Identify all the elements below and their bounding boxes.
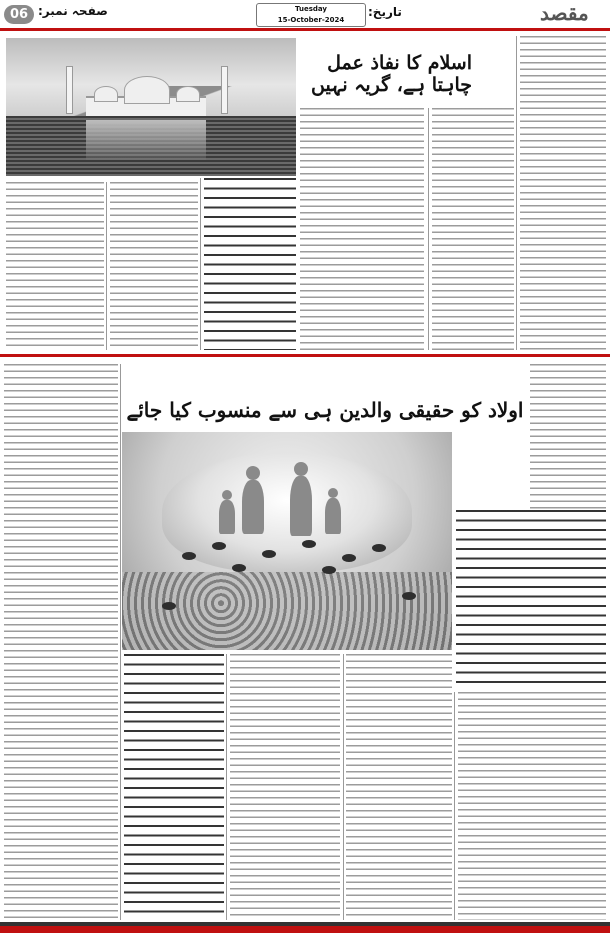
article-2-column-3	[230, 654, 340, 920]
section-rule	[0, 354, 610, 357]
family-hands-image	[122, 432, 452, 650]
article-1-pullquote	[204, 178, 296, 350]
page-header	[0, 0, 610, 28]
article-2-column-left	[4, 364, 118, 920]
article-1-headline: اسلام کا نفاذ عمل چاہتا ہے، گریہ نہیں	[311, 52, 472, 96]
article-2-column-5	[458, 692, 606, 920]
footer-rule	[0, 926, 610, 933]
article-2-headline: اولاد کو حقیقی والدین ہی سے منسوب کیا جائے	[126, 398, 524, 422]
article-2-pullquote-2	[124, 654, 224, 920]
header-rule	[0, 28, 610, 31]
article-1-column-5	[6, 182, 104, 350]
masthead-title: مقصد	[540, 1, 589, 25]
page-number-badge: 06	[4, 5, 34, 24]
article-2-column-right	[530, 364, 606, 510]
article-1-column-2	[432, 108, 514, 350]
date-box	[256, 3, 366, 27]
mosque-reflection-image	[6, 38, 296, 176]
article-1-column-4	[110, 182, 198, 350]
article-2-pullquote	[456, 510, 606, 688]
article-1-column-1	[520, 36, 606, 350]
article-2-column-4	[346, 654, 452, 920]
article-1-column-3	[300, 108, 424, 350]
day-text: Tuesday	[295, 5, 327, 13]
page-number-label: صفحہ نمبر:	[38, 4, 108, 18]
date-text: 15-October-2024	[277, 16, 345, 24]
date-label: تاریخ:	[368, 5, 402, 19]
